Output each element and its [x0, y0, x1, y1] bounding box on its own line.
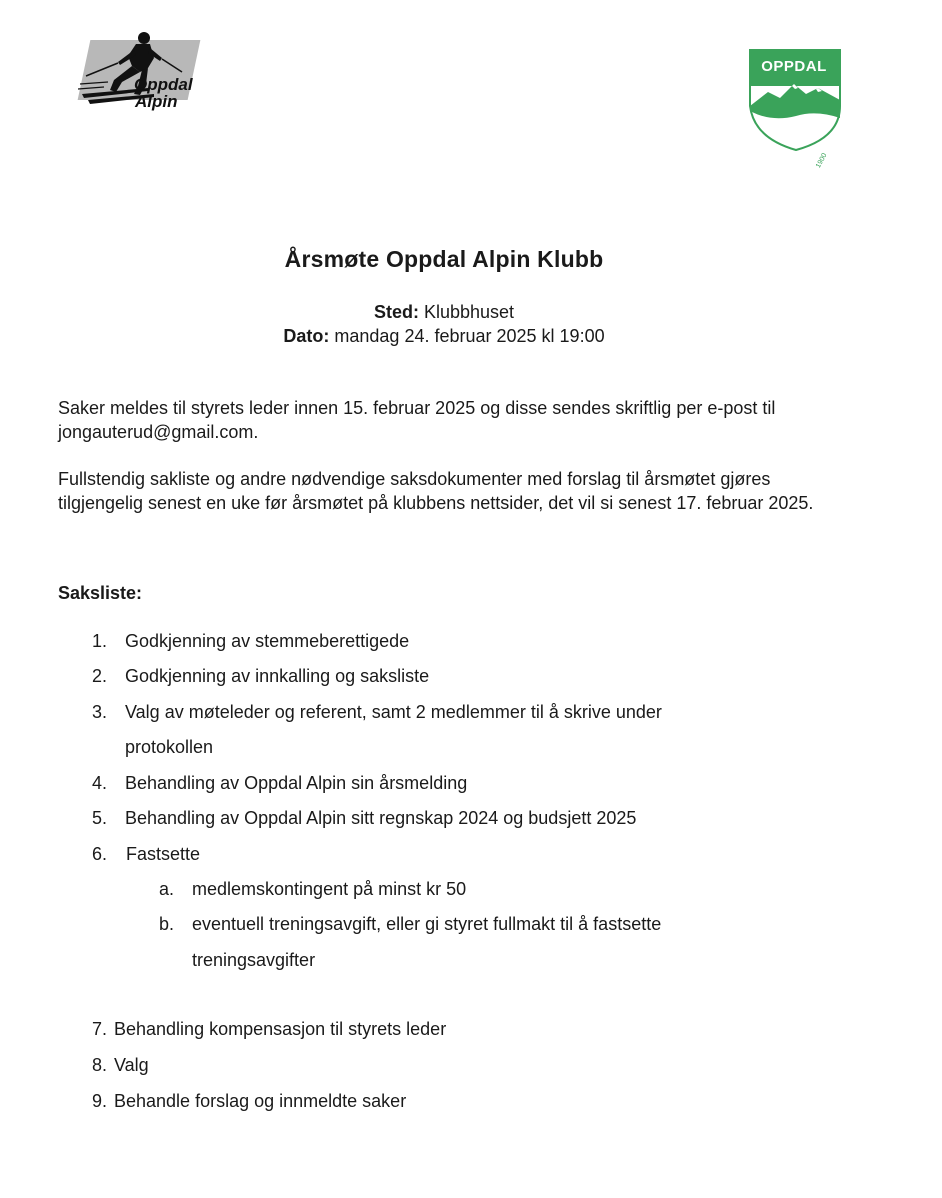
list-item-text: medlemskontingent på minst kr 50	[192, 879, 467, 899]
list-item-text: Godkjenning av stemmeberettigede	[125, 631, 410, 651]
oppdal-alpin-logo	[78, 28, 218, 118]
list-item-number: 9.	[92, 1091, 108, 1111]
list-item-number: 2.	[92, 666, 108, 686]
date-value: mandag 24. februar 2025 kl 19:00	[329, 326, 605, 346]
paragraph-documents-info: Fullstendig sakliste og andre nødvendige saksdokumenter med forslag til årsmøtet gjøres tilgjengelig senest en uke før årsmøtet på klubbens nettsider, det vil si senest 17. februar 2025.	[58, 469, 814, 513]
date-label: Dato:	[283, 326, 330, 346]
list-item-text-continuation: protokollen	[125, 737, 214, 757]
list-item-text: Behandling av Oppdal Alpin sitt regnskap 2024 og budsjett 2025	[125, 808, 637, 828]
list-item-text-continuation: treningsavgifter	[192, 950, 316, 970]
list-item-text: Behandling av Oppdal Alpin sin årsmelding	[125, 773, 468, 793]
list-item-text: Godkjenning av innkalling og saksliste	[125, 666, 430, 686]
list-item-text: eventuell treningsavgift, eller gi styret fullmakt til å fastsette	[192, 914, 662, 934]
list-item-text: Behandle forslag og innmeldte saker	[114, 1091, 407, 1111]
logo-brand-text	[134, 76, 193, 110]
location-label: Sted:	[373, 302, 419, 322]
shield-club-name: OPPDAL	[761, 58, 827, 75]
oppdal-club-shield-logo	[746, 48, 842, 170]
list-item-number: 4.	[92, 773, 108, 793]
list-item-letter: b.	[159, 914, 175, 934]
list-item-number: 8.	[92, 1055, 108, 1075]
list-item-number: 3.	[92, 702, 108, 722]
shield-year: 1900	[815, 152, 829, 170]
list-item-number: 6.	[92, 844, 108, 864]
logo-brand-line2: Alpin	[135, 92, 178, 111]
list-item-text: Valg	[114, 1055, 149, 1075]
meeting-location	[0, 300, 888, 324]
location-value: Klubbhuset	[418, 302, 515, 322]
meeting-meta	[0, 300, 888, 348]
document-title: Årsmøte Oppdal Alpin Klubb	[284, 246, 604, 272]
list-item-number: 1.	[92, 631, 108, 651]
list-item-number: 5.	[92, 808, 108, 828]
saksliste-heading: Saksliste:	[58, 583, 143, 603]
list-item-letter: a.	[159, 879, 175, 899]
list-item-number: 7.	[92, 1019, 108, 1039]
meeting-date	[0, 324, 888, 348]
list-item-text: Behandling kompensasjon til styrets leder	[114, 1019, 447, 1039]
paragraph-submission-info: Saker meldes til styrets leder innen 15. februar 2025 og disse sendes skriftlig per e-post til jongauterud@gmail.com.	[58, 398, 776, 442]
list-item-text: Valg av møteleder og referent, samt 2 medlemmer til å skrive under	[125, 702, 662, 722]
list-item-text: Fastsette	[126, 844, 201, 864]
logo-brand-line1: Oppdal	[134, 75, 193, 94]
